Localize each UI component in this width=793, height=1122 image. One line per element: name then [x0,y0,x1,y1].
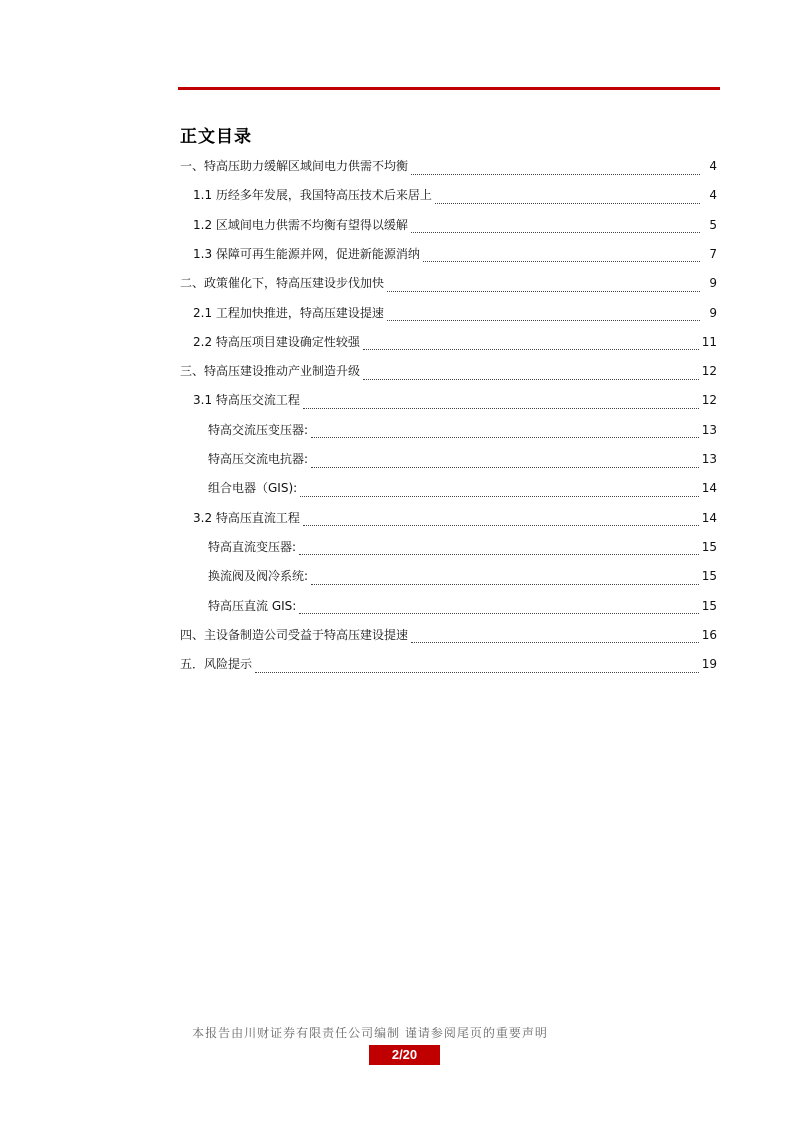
toc-entry-page: 12 [701,393,717,408]
toc-entry[interactable] [193,243,717,265]
toc-entry[interactable] [208,477,717,499]
leader-dots [311,570,699,585]
toc-entry[interactable] [208,536,717,558]
toc-entry-page: 15 [701,569,717,584]
toc-entry[interactable] [208,448,717,470]
toc-entry-label: 特高压交流电抗器: [208,452,309,466]
toc-entry[interactable] [193,389,717,411]
leader-dots [300,482,699,497]
toc-entry-page: 4 [709,159,717,173]
toc-entry[interactable] [193,331,717,353]
toc-entry[interactable] [193,302,717,324]
toc-entry-page: 15 [701,598,717,613]
toc-entry[interactable] [193,184,717,206]
toc-entry-label: 组合电器（GIS): [208,481,298,496]
toc-entry-page: 11 [701,334,717,349]
toc-entry-label: 一、特高压助力缓解区域间电力供需不均衡 [180,159,409,173]
leader-dots [311,453,699,468]
leader-dots [299,599,698,614]
toc-entry-label: 特高压直流 GIS: [208,598,297,613]
toc-entry-label: 五．风险提示 [180,657,253,672]
leader-dots [303,511,699,526]
toc-entry-label: 3.2 特高压直流工程 [193,510,300,525]
toc-entry-label: 1.3 保障可再生能源并网，促进新能源消纳 [193,246,420,261]
leader-dots [363,335,699,350]
toc-entry[interactable] [180,272,717,294]
leader-dots [387,306,700,321]
toc-entry-label: 1.2 区域间电力供需不均衡有望得以缓解 [193,217,408,232]
toc-entry-label: 三、特高压建设推动产业制造升级 [180,364,361,379]
leader-dots [255,658,699,673]
toc-entry-page: 5 [709,217,717,232]
leader-dots [387,277,700,292]
toc-entry-page: 4 [709,188,717,203]
leader-dots [303,394,699,409]
leader-dots [363,365,699,380]
toc-entry-page: 14 [701,510,717,525]
toc-entry-page: 9 [709,276,717,291]
page-number-badge: 2/20 [369,1045,440,1065]
leader-dots [299,540,699,555]
toc-entry-label: 2.2 特高压项目建设确定性较强 [193,334,360,349]
toc-entry-page: 19 [701,657,717,672]
toc-entry-page: 14 [701,481,717,496]
toc-entry-label: 二、政策催化下，特高压建设步伐加快 [180,276,385,291]
toc-entry-page: 9 [709,305,717,320]
toc-entry-label: 特高直流变压器: [208,539,297,554]
toc-entry[interactable] [180,624,717,646]
leader-dots [423,247,700,262]
toc-entry[interactable] [208,595,717,617]
toc-entry[interactable] [208,419,717,441]
leader-dots [411,218,700,233]
header-rule [178,87,720,90]
toc-entry-page: 13 [701,422,717,437]
toc-entry[interactable] [208,565,717,587]
toc-entry-label: 3.1 特高压交流工程 [193,393,300,408]
toc-entry-page: 15 [701,539,717,554]
toc-entry[interactable] [180,155,717,177]
toc-entry-page: 7 [709,246,717,261]
toc-entry[interactable] [180,653,717,675]
toc-entry[interactable] [193,507,717,529]
leader-dots [411,160,700,175]
toc-entry-page: 16 [701,627,717,642]
toc-entry-label: 特高交流压变压器: [208,422,309,437]
toc-title: 正文目录 [180,127,252,147]
toc-entry-label: 换流阀及阀冷系统: [208,569,309,584]
toc-entry-label: 2.1 工程加快推进，特高压建设提速 [193,305,384,320]
leader-dots [435,189,700,204]
leader-dots [411,628,699,643]
toc-entry[interactable] [193,214,717,236]
toc-entry[interactable] [180,360,717,382]
leader-dots [311,423,699,438]
footer-disclaimer: 本报告由川财证券有限责任公司编制 谨请参阅尾页的重要声明 [192,1026,548,1040]
toc-entry-page: 12 [701,364,717,379]
toc-entry-page: 13 [701,452,717,466]
toc-entry-label: 四、主设备制造公司受益于特高压建设提速 [180,627,409,642]
toc-entry-label: 1.1 历经多年发展，我国特高压技术后来居上 [193,188,432,203]
